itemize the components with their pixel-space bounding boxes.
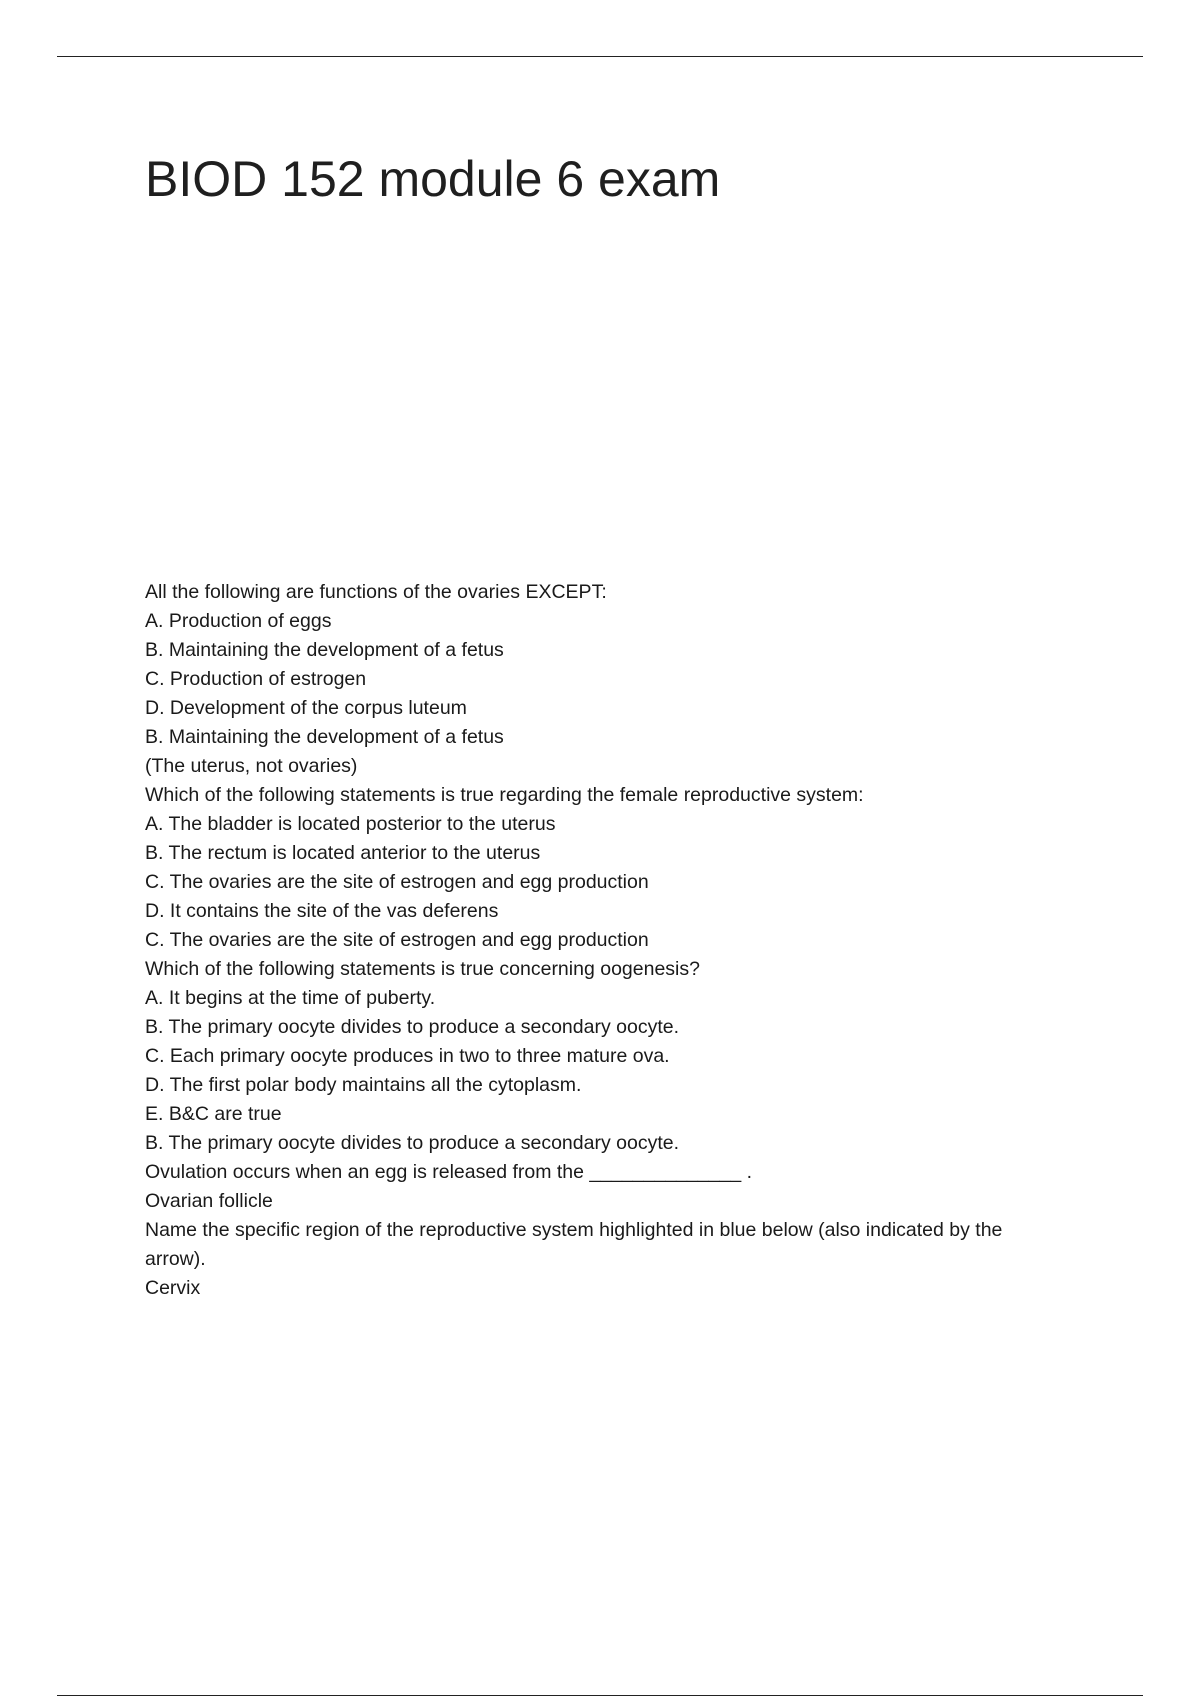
answer-text: Cervix: [145, 1277, 201, 1299]
option-d: D. It contains the site of the vas deferens: [145, 900, 499, 922]
answer-text: B. The primary oocyte divides to produce a secondary oocyte.: [145, 1132, 680, 1154]
question-block-5: [145, 1216, 1065, 1274]
option-a: A. Production of eggs: [145, 610, 332, 632]
answer-block-5: [145, 1274, 1065, 1303]
answer-block-1: [145, 723, 1065, 781]
top-rule: [57, 56, 1143, 57]
exam-content: [145, 578, 1065, 1303]
question-text: All the following are functions of the ovaries EXCEPT:: [145, 581, 607, 603]
answer-note: (The uterus, not ovaries): [145, 755, 358, 777]
question-text: Which of the following statements is true concerning oogenesis?: [145, 958, 700, 980]
option-c: C. Production of estrogen: [145, 668, 367, 690]
option-d: D. Development of the corpus luteum: [145, 697, 467, 719]
option-b: B. The primary oocyte divides to produce a secondary oocyte.: [145, 1016, 680, 1038]
option-a: A. The bladder is located posterior to the uterus: [145, 813, 556, 835]
question-block-2: [145, 781, 1065, 926]
question-text: Ovulation occurs when an egg is released from the ______________ .: [145, 1161, 753, 1183]
option-b: B. The rectum is located anterior to the uterus: [145, 842, 541, 864]
page-title: BIOD 152 module 6 exam: [145, 151, 721, 207]
option-c: C. Each primary oocyte produces in two to three mature ova.: [145, 1045, 670, 1067]
option-c: C. The ovaries are the site of estrogen and egg production: [145, 871, 649, 893]
answer-text: Ovarian follicle: [145, 1190, 273, 1212]
option-b: B. Maintaining the development of a fetus: [145, 639, 504, 661]
question-block-1: [145, 578, 1065, 723]
bottom-rule: [57, 1695, 1143, 1696]
option-d: D. The first polar body maintains all the cytoplasm.: [145, 1074, 582, 1096]
answer-block-3: [145, 1129, 1065, 1158]
question-text: Which of the following statements is true regarding the female reproductive system:: [145, 784, 864, 806]
answer-block-4: [145, 1187, 1065, 1216]
question-text: Name the specific region of the reproductive system highlighted in blue below (also indicated by the arrow).: [145, 1219, 1003, 1270]
answer-block-2: [145, 926, 1065, 955]
question-block-3: [145, 955, 1065, 1129]
option-a: A. It begins at the time of puberty.: [145, 987, 436, 1009]
option-e: E. B&C are true: [145, 1103, 282, 1125]
answer-text: C. The ovaries are the site of estrogen and egg production: [145, 929, 649, 951]
answer-text: B. Maintaining the development of a fetus: [145, 726, 504, 748]
question-block-4: [145, 1158, 1065, 1187]
